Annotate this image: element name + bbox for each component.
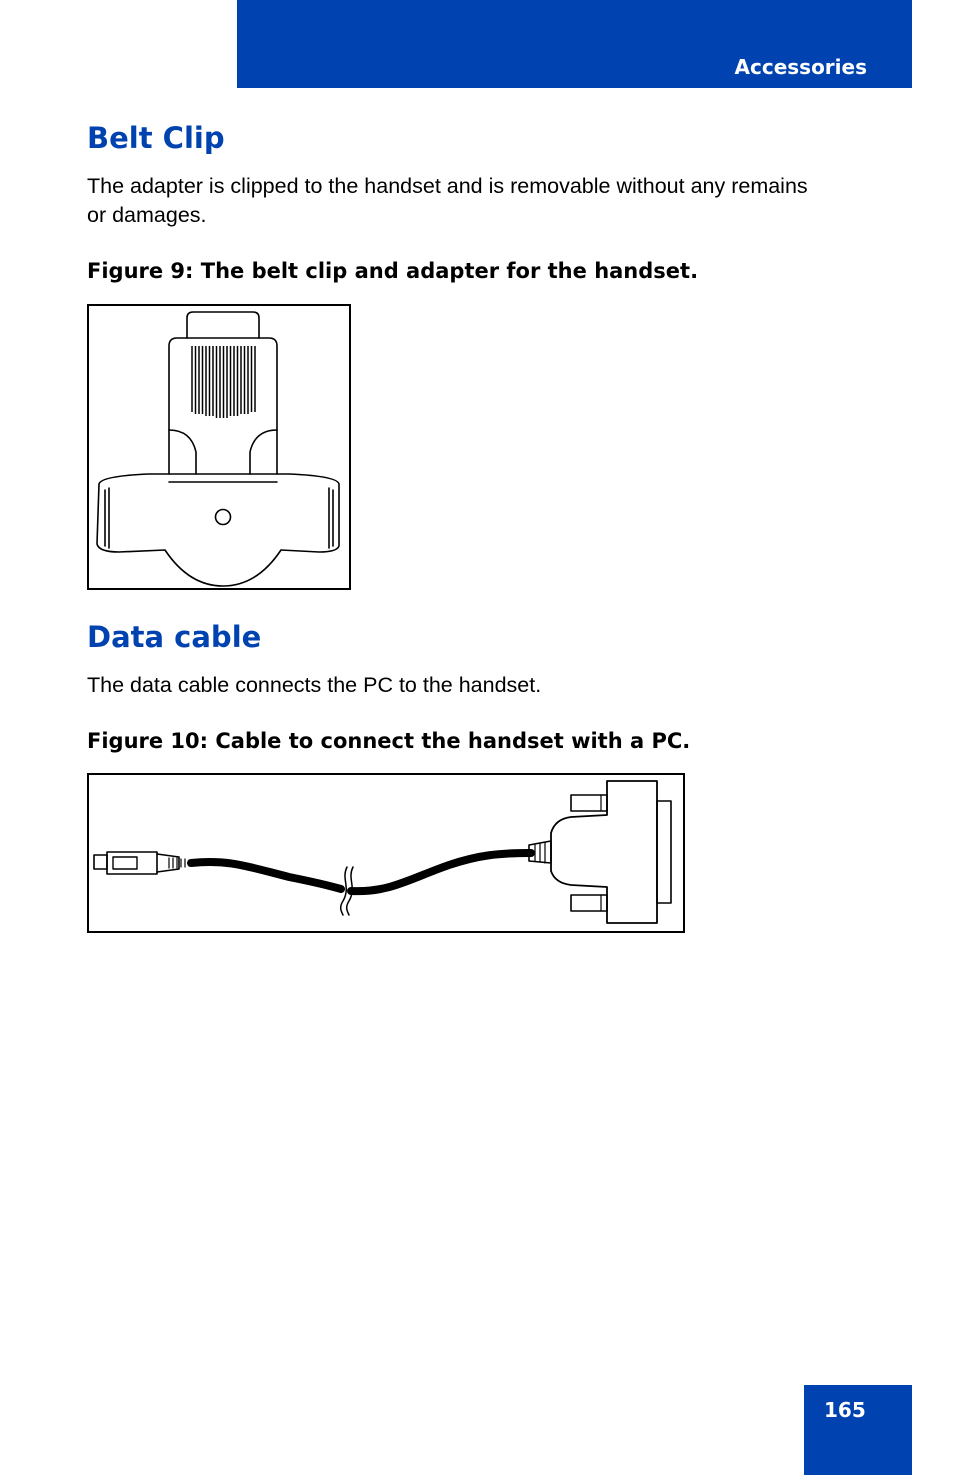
section-heading-data-cable: Data cable [87, 620, 262, 654]
page-number: 165 [824, 1398, 866, 1422]
figure-caption-belt-clip: Figure 9: The belt clip and adapter for the handset. [87, 259, 699, 283]
section-heading-belt-clip: Belt Clip [87, 121, 225, 155]
header-bar [237, 0, 912, 88]
figure-data-cable [87, 773, 685, 933]
figure-belt-clip [87, 304, 351, 590]
section-body-belt-clip: The adapter is clipped to the handset and is removable without any remains or damages. [87, 174, 808, 227]
page-number-box [804, 1385, 912, 1475]
belt-clip-illustration [89, 306, 349, 588]
data-cable-illustration [89, 775, 683, 931]
section-body-data-cable: The data cable connects the PC to the handset. [87, 673, 542, 697]
header-section-title: Accessories [734, 55, 867, 79]
figure-caption-data-cable: Figure 10: Cable to connect the handset with a PC. [87, 729, 691, 753]
